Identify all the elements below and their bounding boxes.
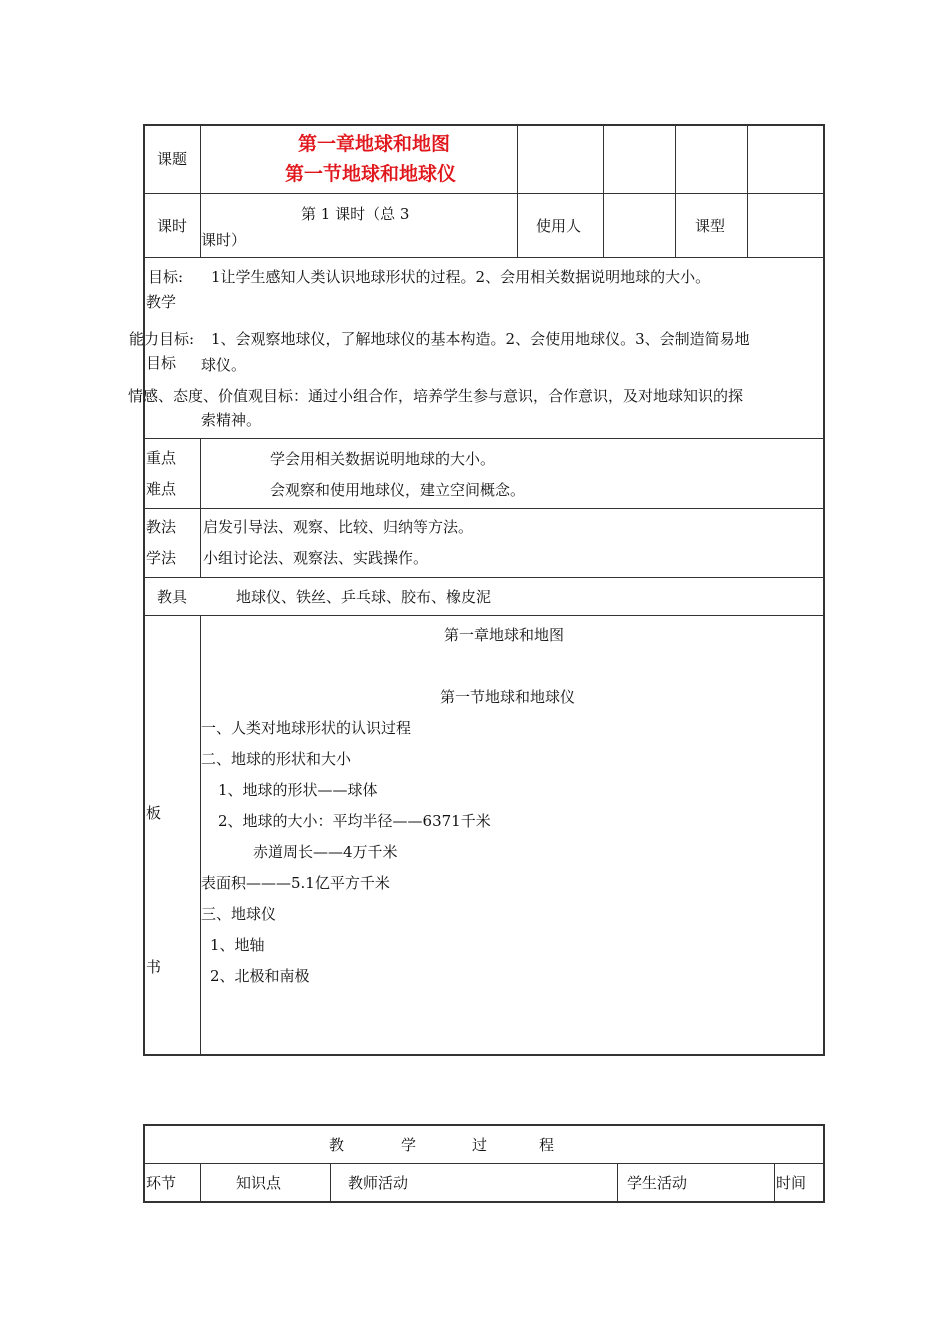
ability-goal-cont: 球仪。	[201, 356, 247, 374]
col-time: 时间	[776, 1174, 807, 1192]
blackboard-line: 三、地球仪	[201, 905, 277, 923]
goal-label: 目标:	[148, 268, 184, 286]
blackboard-heading-section: 第一节地球和地球仪	[440, 688, 576, 706]
section-title: 第一节地球和地球仪	[285, 163, 457, 185]
difficulty-text: 会观察和使用地球仪，建立空间概念。	[270, 481, 526, 499]
period-text: 第 1 课时（总 3	[301, 205, 410, 223]
period-text-cont: 课时）	[201, 231, 247, 249]
blackboard-line: 表面积———5.1亿平方千米	[201, 874, 390, 892]
col-knowledge-point: 知识点	[236, 1174, 282, 1192]
user-label: 使用人	[536, 217, 582, 235]
key-point-label: 重点	[146, 449, 177, 467]
learning-method-label: 学法	[146, 549, 177, 567]
ability-goal-label: 能力目标:	[129, 330, 195, 348]
chapter-title: 第一章地球和地图	[298, 133, 451, 155]
process-header-char: 过	[472, 1136, 488, 1154]
subject-label: 课题	[157, 150, 188, 168]
period-label: 课时	[157, 217, 188, 235]
type-label: 课型	[695, 217, 726, 235]
blackboard-line: 赤道周长——4万千米	[253, 843, 398, 861]
teaching-aids-text: 地球仪、铁丝、乒乓球、胶布、橡皮泥	[236, 588, 492, 606]
ability-goal: 1、会观察地球仪，了解地球仪的基本构造。2、会使用地球仪。3、会制造简易地	[211, 330, 750, 348]
blackboard-line: 2、北极和南极	[210, 967, 310, 985]
difficulty-label: 难点	[146, 480, 177, 498]
teaching-method-text: 启发引导法、观察、比较、归纳等方法。	[203, 518, 474, 536]
learning-method-text: 小组讨论法、观察法、实践操作。	[203, 549, 429, 567]
emotion-goal: 情感、态度、价值观目标：通过小组合作，培养学生参与意识，合作意识，及对地球知识的探	[128, 387, 744, 405]
blackboard-line: 1、地球的形状——球体	[218, 781, 378, 799]
blackboard-line: 一、人类对地球形状的认识过程	[201, 719, 412, 737]
objective-label: 目标	[146, 354, 177, 372]
process-header-char: 程	[539, 1136, 555, 1154]
blackboard-line: 二、地球的形状和大小	[201, 750, 352, 768]
teaching-method-label: 教法	[146, 518, 177, 536]
teaching-label: 教学	[146, 293, 177, 311]
blackboard-label-ban: 板	[146, 804, 162, 822]
teaching-aids-label: 教具	[157, 588, 188, 606]
col-student-activity: 学生活动	[627, 1174, 688, 1192]
key-point-text: 学会用相关数据说明地球的大小。	[270, 450, 496, 468]
col-teacher-activity: 教师活动	[348, 1174, 409, 1192]
blackboard-label-shu: 书	[146, 958, 162, 976]
blackboard-line: 1、地轴	[210, 936, 265, 954]
knowledge-goal: 1让学生感知人类认识地球形状的过程。2、会用相关数据说明地球的大小。	[211, 268, 711, 286]
emotion-goal-cont: 索精神。	[201, 411, 262, 429]
blackboard-line: 2、地球的大小：平均半径——6371千米	[218, 812, 491, 830]
process-header-char: 学	[401, 1136, 417, 1154]
col-stage: 环节	[146, 1174, 177, 1192]
blackboard-heading-chapter: 第一章地球和地图	[444, 626, 565, 644]
process-header-char: 教	[329, 1136, 345, 1154]
